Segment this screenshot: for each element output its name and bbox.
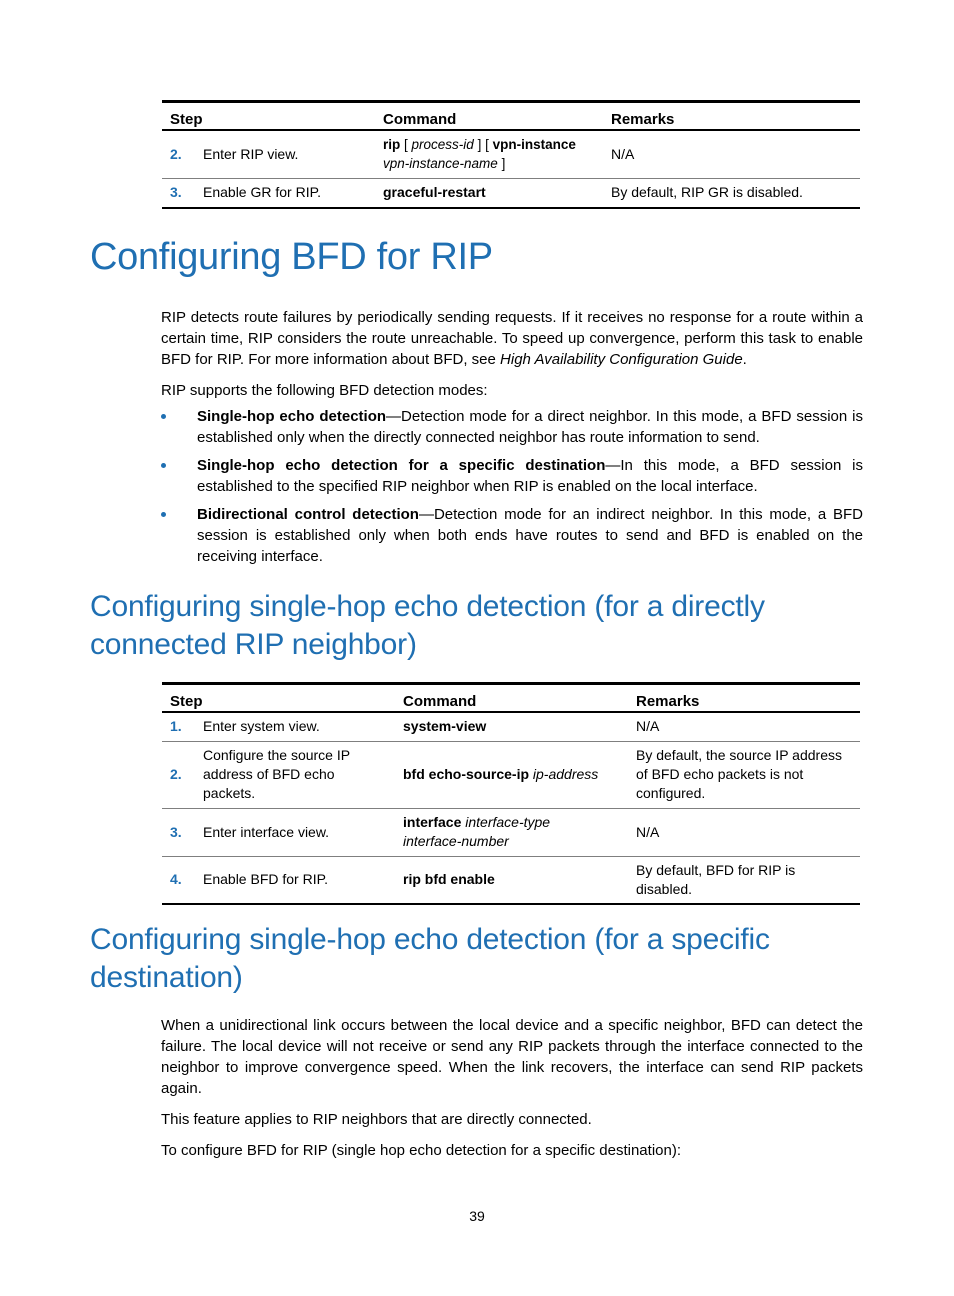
step-number: 3. [162, 178, 195, 208]
intro-text: RIP detects route failures by periodically sending requests. If it receives no response for a route within a certain time, RIP considers the route unreachable. To speed up convergence, perform this task to enable BFD for RIP. For more information about BFD, see [161, 309, 863, 368]
header-command: Command [395, 684, 628, 713]
step-description: Enable GR for RIP. [195, 178, 375, 208]
table-row [162, 808, 860, 856]
step-command [375, 130, 603, 178]
table-row [162, 178, 860, 208]
table-row [162, 856, 860, 904]
list-item [161, 504, 863, 567]
step-description: Enter interface view. [195, 808, 395, 856]
mode-name: Bidirectional control detection [197, 506, 419, 523]
list-item [161, 455, 863, 497]
command-argument: ip-address [532, 766, 599, 782]
list-item [161, 406, 863, 448]
step-remarks: By default, BFD for RIP is disabled. [628, 856, 860, 904]
step-number: 1. [162, 712, 195, 741]
command-bracket: [ [400, 137, 412, 153]
modes-intro: RIP supports the following BFD detection modes: [161, 382, 488, 399]
mode-description: —Detection mode for a direct neighbor. In this mode, a BFD session is established only when the directly connected neighbor has route information to send. [197, 408, 863, 446]
step-remarks: By default, RIP GR is disabled. [603, 178, 860, 208]
table-header-row [162, 102, 860, 131]
header-remarks: Remarks [603, 102, 860, 131]
section-paragraph: When a unidirectional link occurs between the local device and a specific neighbor, BFD can detect the failure. The local device will not receive or send any RIP packets through the interface connected to the neighbor to improve convergence speed. When the link recovers, the interface can send RIP packets again. [161, 1017, 863, 1097]
step-description: Enable BFD for RIP. [195, 856, 395, 904]
step-command: graceful-restart [375, 178, 603, 208]
command-bracket: ] [497, 156, 506, 172]
bullet-icon [161, 414, 166, 419]
bullet-icon [161, 463, 166, 468]
single-hop-steps-table [162, 682, 860, 905]
mode-name: Single-hop echo detection [197, 408, 387, 425]
header-command: Command [375, 102, 603, 131]
step-remarks: By default, the source IP address of BFD echo packets is not configured. [628, 741, 860, 808]
table-row [162, 130, 860, 178]
step-number: 3. [162, 808, 195, 856]
command-keyword: bfd echo-source-ip [403, 766, 530, 782]
step-command: system-view [395, 712, 628, 741]
step-remarks: N/A [628, 712, 860, 741]
mode-description: —Detection mode for an indirect neighbor. In this mode, a BFD session is established only when both ends have routes to send and BFD is enabled on the receiving interface. [197, 506, 863, 565]
section-paragraph: This feature applies to RIP neighbors that are directly connected. [161, 1111, 592, 1128]
step-description: Enter system view. [195, 712, 395, 741]
header-step: Step [162, 684, 395, 713]
detection-modes-list [161, 406, 863, 574]
mode-description: —In this mode, a BFD session is established to the specified RIP neighbor when RIP is enabled on the local interface. [197, 457, 863, 495]
command-argument: process-id [411, 137, 474, 153]
subsection-heading: Configuring single-hop echo detection (for a specific destination) [90, 923, 770, 994]
intro-paragraph [161, 307, 863, 370]
step-command [395, 808, 628, 856]
step-command: rip bfd enable [395, 856, 628, 904]
step-number: 2. [162, 130, 195, 178]
step-remarks: N/A [603, 130, 860, 178]
table-header-row [162, 684, 860, 713]
intro-text-end: . [742, 351, 747, 368]
page-number: 39 [469, 1208, 485, 1224]
guide-reference: High Availability Configuration Guide [500, 351, 743, 368]
step-description: Enter RIP view. [195, 130, 375, 178]
step-remarks: N/A [628, 808, 860, 856]
header-step: Step [162, 102, 375, 131]
section-heading: Configuring BFD for RIP [90, 236, 493, 278]
mode-name: Single-hop echo detection for a specific destination [197, 457, 606, 474]
section-paragraph: To configure BFD for RIP (single hop echo detection for a specific destination): [161, 1142, 681, 1159]
table-row [162, 712, 860, 741]
command-argument: vpn-instance-name [383, 156, 498, 172]
command-argument: interface-type [465, 814, 551, 830]
step-number: 2. [162, 741, 195, 808]
step-description: Configure the source IP address of BFD echo packets. [195, 741, 395, 808]
step-number: 4. [162, 856, 195, 904]
subsection-heading: Configuring single-hop echo detection (for a directly connected RIP neighbor) [90, 590, 765, 661]
step-command [395, 741, 628, 808]
command-bracket: ] [ [473, 137, 493, 153]
command-argument: interface-number [403, 833, 509, 849]
command-keyword: rip [383, 137, 401, 153]
table-row [162, 741, 860, 808]
command-keyword: vpn-instance [492, 137, 576, 153]
bullet-icon [161, 512, 166, 517]
command-keyword: interface [403, 814, 462, 830]
header-remarks: Remarks [628, 684, 860, 713]
gr-steps-table [162, 100, 860, 209]
